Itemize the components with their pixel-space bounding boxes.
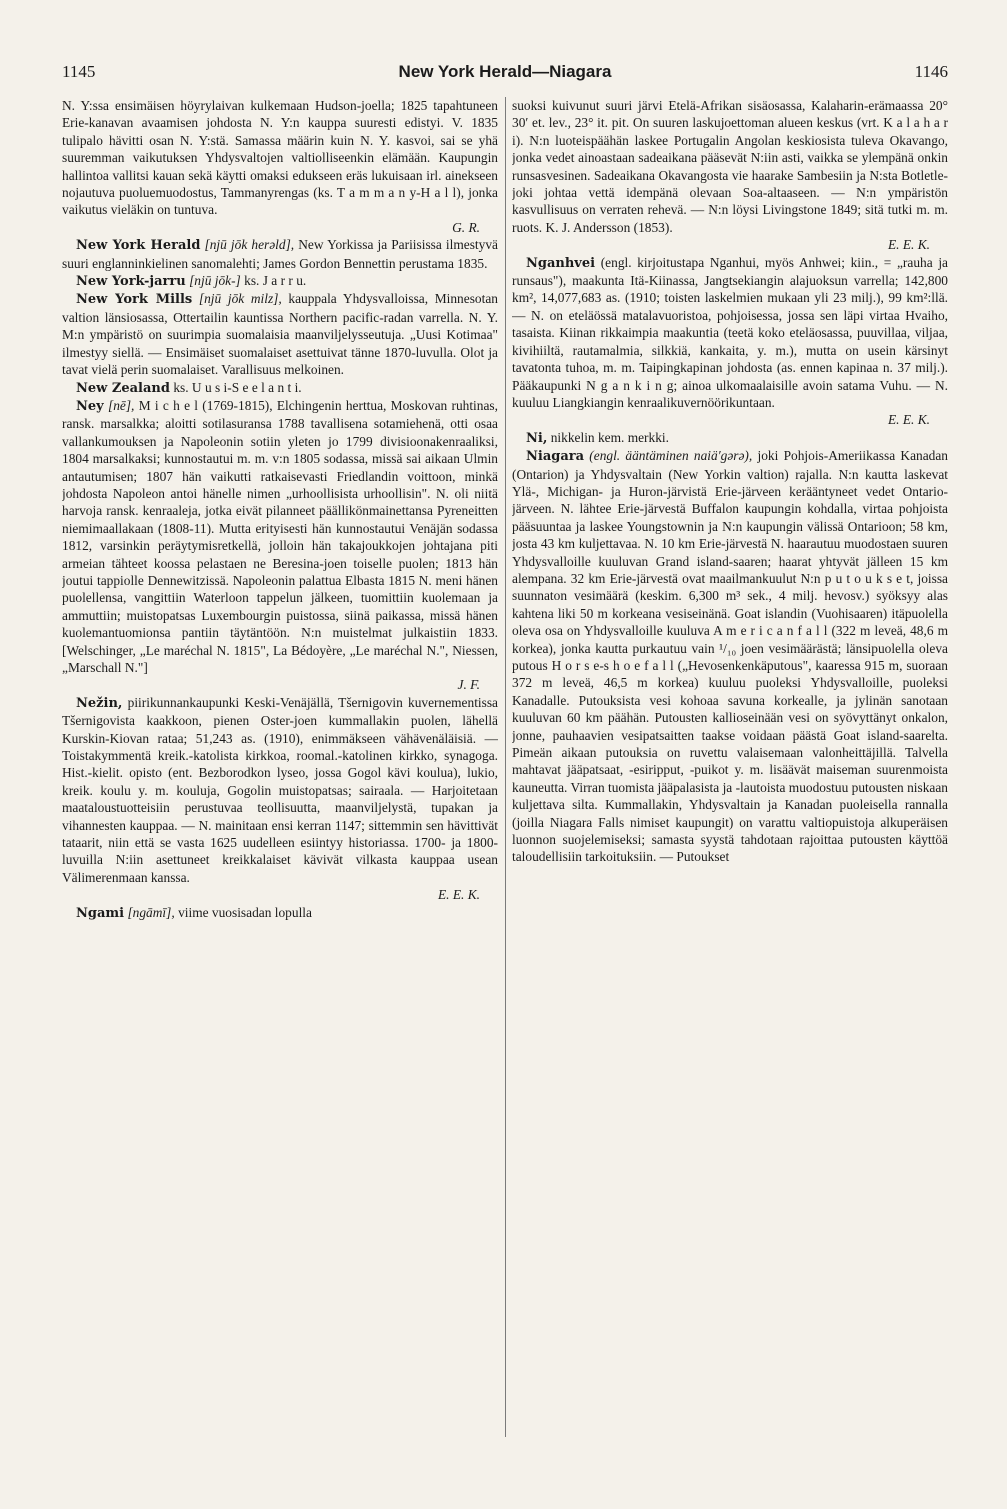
pronunciation: [ngāmī],: [127, 904, 175, 920]
entry-new-york-herald: [62, 236, 498, 272]
headword: New Zealand: [76, 380, 170, 396]
left-column: [62, 97, 498, 1437]
entry-new-zealand: [62, 379, 498, 397]
author-signature: E. E. K.: [887, 237, 930, 253]
headword: Ney: [76, 398, 104, 414]
entry-text: N. Y:ssa ensimäisen höyrylaivan kulkemaan Hudson-joella; 1825 tapahtuneen Erie-kanavan avaamisen johdosta N. Y:n kauppa suuresti edistyi. V. 1835 tulipalo hävitti osan N. Y:stä. Samassa määrin kuin N. Y. kasvoi, sai se yhä suuremman vaikutuksen Yhdysvaltojen valtiolliseenkin elämään. Kaupungin hallintoa vallitsi kauan sekä käytti omaksi edukseen eräs lukuisaan irl. ainekseen nojautuva puoluemuodostus, Tammanyrengas (ks. T a m m a n y-H a l l), jonka vaikutus vieläkin on tuntuva.: [62, 98, 498, 218]
pronunciation: [njū jōk-]: [189, 273, 241, 289]
entry-nganhvei: [512, 254, 948, 429]
headword: Nežin,: [76, 695, 123, 711]
author-signature: E. E. K.: [437, 887, 480, 903]
entry-text: nikkelin kem. merkki.: [550, 429, 669, 445]
entry-text: ks. U u s i-S e e l a n t i.: [173, 379, 302, 395]
entry-text: New Yorkissa ja Pariisissa ilmestyvä suuri englanninkielinen sanomalehti; James Gordon Bennettin perustama 1835.: [62, 237, 498, 271]
entry-nezin: [62, 694, 498, 904]
entry-text: piirikunnankaupunki Keski-Venäjällä, Tšernigovin kuvernementissa Tšernigovista kaakkoon, pienen Oster-joen kummallakin puolen, lähellä Kurskin-Kiovan rataa; 51,243 as. (1910), enimmäkseen vähävenäläisiä. — Toistakymmentä kreik.-katolista kirkkoa, roomal.-katolinen kirkko, synagoga. Hist.-kielit. opisto (ent. Bezborodkon lyseo, jossa Gogol kävi koulua), lukio, kreik. koulu y. m. kouluja, Gogolin muistopatsas; sairaala. — Harjoitetaan maataloustuotteisiin perustuvaa teollisuutta, maanviljelystä, tupakan ja vihannesten kauppaa. — N. mainitaan ensi kerran 1147; sittemmin sen hävittivät tataarit, niin että se vasta 1625 uudelleen esiintyy historiassa. 1700- ja 1800-luvuilla N:iin asettuneet kreikkalaiset kävivät vilkasta kauppaa usean Välimerenmaan kanssa.: [62, 694, 498, 885]
right-column: [512, 97, 948, 1437]
pronunciation: [nē],: [108, 397, 135, 413]
entry-text: viime vuosisadan lopulla: [178, 904, 312, 920]
entry-text: suoksi kuivunut suuri järvi Etelä-Afrikan sisäosassa, Kalaharin-erämaassa 20° 30′ et. lev., 23° it. pit. On suuren laskujoettoman alueen keskus (vrt. K a l a h a r i). N:n luoteispäähän laskee Portugalin Angolan keskiosista tuleva Okavango, jonka vedet ainoastaan sadeaikana pääsevät N:iin asti, vaikka se ylempänä onkin runsasvesinen. Sadeaikana Okavangosta vie haarake Sambesiin ja N:sta Botletle-joki johtaa vettä idempänä olevaan Soa-altaaseen. — N:n ympäristön kasvullisuus on verraten rehevä. — N:n löysi Livingstone 1849; sitä tutki m. m. ruots. K. J. Andersson (1853).: [512, 98, 948, 235]
author-signature: G. R.: [452, 219, 480, 235]
headword: Ni,: [526, 430, 548, 446]
entry-ni: [512, 429, 948, 447]
entry-text: kauppala Yhdysvalloissa, Minnesotan valtion länsiosassa, Ottertailin kauntissa Northern pacific-radan varrella. N. Y. M:n ympäristö on suurimpia suomalaisia maanviljelysseutuja. „Uusi Kotimaa" ilmestyy siellä. — Ensimäiset suomalaiset asettuivat tänne 1870-luvulla. Olot ja tavat vielä perin suomalaiset. Varallisuus melkoinen.: [62, 291, 498, 378]
page-header: [60, 62, 950, 88]
entry-cont-ngami: [512, 97, 948, 254]
headword: New York-jarru: [76, 274, 186, 290]
entry-niagara: [512, 447, 948, 866]
entry-text: joki Pohjois-Ameriikassa Kanadan (Ontarion) ja Yhdysvaltain (New Yorkin valtion) rajalla. N:n kautta laskevat Ylä-, Michigan- ja Huron-järvistä Erie-järveen kerääntyneet vedet Ontario-järveen. N. lähtee Erie-järvestä Buffalon kaupungin kohdalla, virtaa pohjoista pääsuuntaa ja laskee Youngstownin ja N:n kaupungin välissä Ontarioon; 58 km, josta 43 km kuljettavaa. N. 10 km Erie-järvestä N. haarautuu muodostaen suuren Yhdysvalloille kuuluvan Grand island-saaren; haarat yhtyvät jälleen 15 km alempana. 32 km Erie-järvestä ovat maailmankuulut N:n p u t o u k s e t, joissa suunnaton vesimäärä (keskim. 6,300 m³ sek., 4 milj. hevosv.) syöksyy alas kahtena liki 50 m korkeana vesiseinänä. Goat islandin (Vuohisaaren) itäpuolella oleva osa on Yhdysvalloille kuuluva A m e r i c a n f a l l (322 m leveä, 48,6 m korkea), jonka kautta purkautuu vain ¹/₁₀ joen vesimäärästä; länsipuolella oleva putous H o r s e-s h o e f a l l („Hevosenkenkäputous", kaaressa 915 m, suoraan 372 m leveä, 46,5 m korkea) kuuluu puoleksi Yhdysvalloille, puoleksi Kanadalle. Putouksista vesi kohoaa savuna korkealle, ja jylinän sanotaan kuuluvan 60 km päähän. Putousten kallioseinään vesi on syövyttänyt onkalon, jonne, pauhaavien vesipatsaitten taakse voidaan päästä Goat island-saarelta. Pimeän aikaan putouksia on ruvettu valaisemaan valonheittäjillä. Talvella mahtavat jääpatsaat, -esiripput, -puikot y. m. lisäävät maiseman suurenmoista kauneutta. Virran tuomista jääpalasista ja -lautoista muodostuu putousten niskaan kuljettava silta. Kummallakin, Yhdysvaltain ja Kanadan puoleisella rannalla (joilla Niagara Falls nimiset kaupungit) on varattu valtiopuistoja alkuperäisen luonnon suojelemiseksi; samasta syystä tahdotaan rajoittaa putousten käyttöä taloudellisiin tarkoituksiin. — Putoukset: [512, 448, 948, 865]
headword: New York Herald: [76, 238, 201, 254]
pronunciation: (engl. ääntäminen naiä′gərə),: [589, 448, 753, 464]
headword: Nganhvei: [526, 255, 596, 271]
entry-ney: [62, 397, 498, 694]
entry-ngami: [62, 904, 498, 922]
author-signature: E. E. K.: [887, 412, 930, 428]
pronunciation: [njū jōk milz],: [198, 291, 282, 307]
entry-cont-newyork: [62, 97, 498, 236]
headword: New York Mills: [76, 292, 193, 308]
running-title: New York Herald—Niagara: [398, 62, 612, 81]
headword: Niagara: [526, 449, 585, 465]
entry-new-york-jarru: [62, 272, 498, 290]
entry-text: M i c h e l (1769-1815), Elchingenin herttua, Moskovan ruhtinas, ransk. marsalkka; aloitti sotilasuransa 1788 tavallisena sotamiehenä, otti osaa vallankumouksen ja Napoleonin sotiin yleten jo 1799 divisioonakenraaliksi, 1804 marsalkaksi; kunnostautui m. m. v:n 1805 sodassa, missä sai aikaan Ulmin antautumisen; 1807 hän vaikutti ratkaisevasti Friedlandin voittoon, minkä johdosta Napoleon antoi hänelle nimen „urhoollisista urhoollisin". N. oli niitä harvoja ransk. kenraaleja, jotka eivät pilanneet päällikönmainettansa Pyreneitten niemimaallakaan (1808-11). Mutta erityisesti hän kunnostautui Venäjän sodassa 1812, varsinkin peräytymisretkellä, jolloin hän takajoukkojen johtajana piti armeian tähteet koossa pelastaen ne Beresina-joen toiselle puolen; 1813 hän joutui tappiolle Dennewitzissä. Napoleonin palattua Elbasta 1815 N. meni hänen puolellensa, vangittiin Waterloon tappelun jälkeen, tuomittiin kuolemaan ja ammuttiin; muistopatsas Luxembourgin puistossa, siinä paikassa, missä hänen kuolemantuomionsa pantiin täytäntöön. N:n muistelmat julkaistiin 1833. [Welschinger, „Le maréchal N. 1815", La Bédoyère, „Le maréchal N.", Niessen, „Marschall N."]: [62, 397, 498, 675]
entry-new-york-mills: [62, 290, 498, 378]
headword: Ngami: [76, 905, 125, 921]
entry-text: (engl. kirjoitustapa Nganhui, myös Anhwei; kiin., = „rauha ja runsaus"), maakunta Itä-Kiinassa, Jangtsekiangin alajuoksun varrella; 142,800 km², 14,077,683 as. (1910; toisten laskelmien mukaan yli 23 milj.), 99 km²:llä. — N. on eteläössä matalavuoristoa, pohjoisessa, jossa sen läpi virtaa Hvaiho, tasaista. Kiinan rikkaimpia maakuntia (teetä koko eteläosassa, puuvillaa, viljaa, kivihiiltä, rautamalmia, silkkiä, kankaita, y. m.), mutta on usein kärsinyt tavatonta tuhoa, m. m. Taipingkapinan johdosta (as. ennen kapinaa n. 37 milj.). Pääkaupunki N g a n k i n g; ainoa ulkomaalaisille avoin satama Vuhu. — N. kuuluu Liangkiangin kenraalikuvernöörikuntaan.: [512, 254, 948, 410]
entry-text: ks. J a r r u.: [244, 273, 307, 289]
author-signature: J. F.: [457, 677, 480, 693]
page-number-right: 1146: [914, 62, 948, 81]
column-rule: [505, 97, 506, 1437]
page-number-left: 1145: [62, 62, 96, 81]
pronunciation: [njū jōk herəld],: [204, 237, 295, 253]
